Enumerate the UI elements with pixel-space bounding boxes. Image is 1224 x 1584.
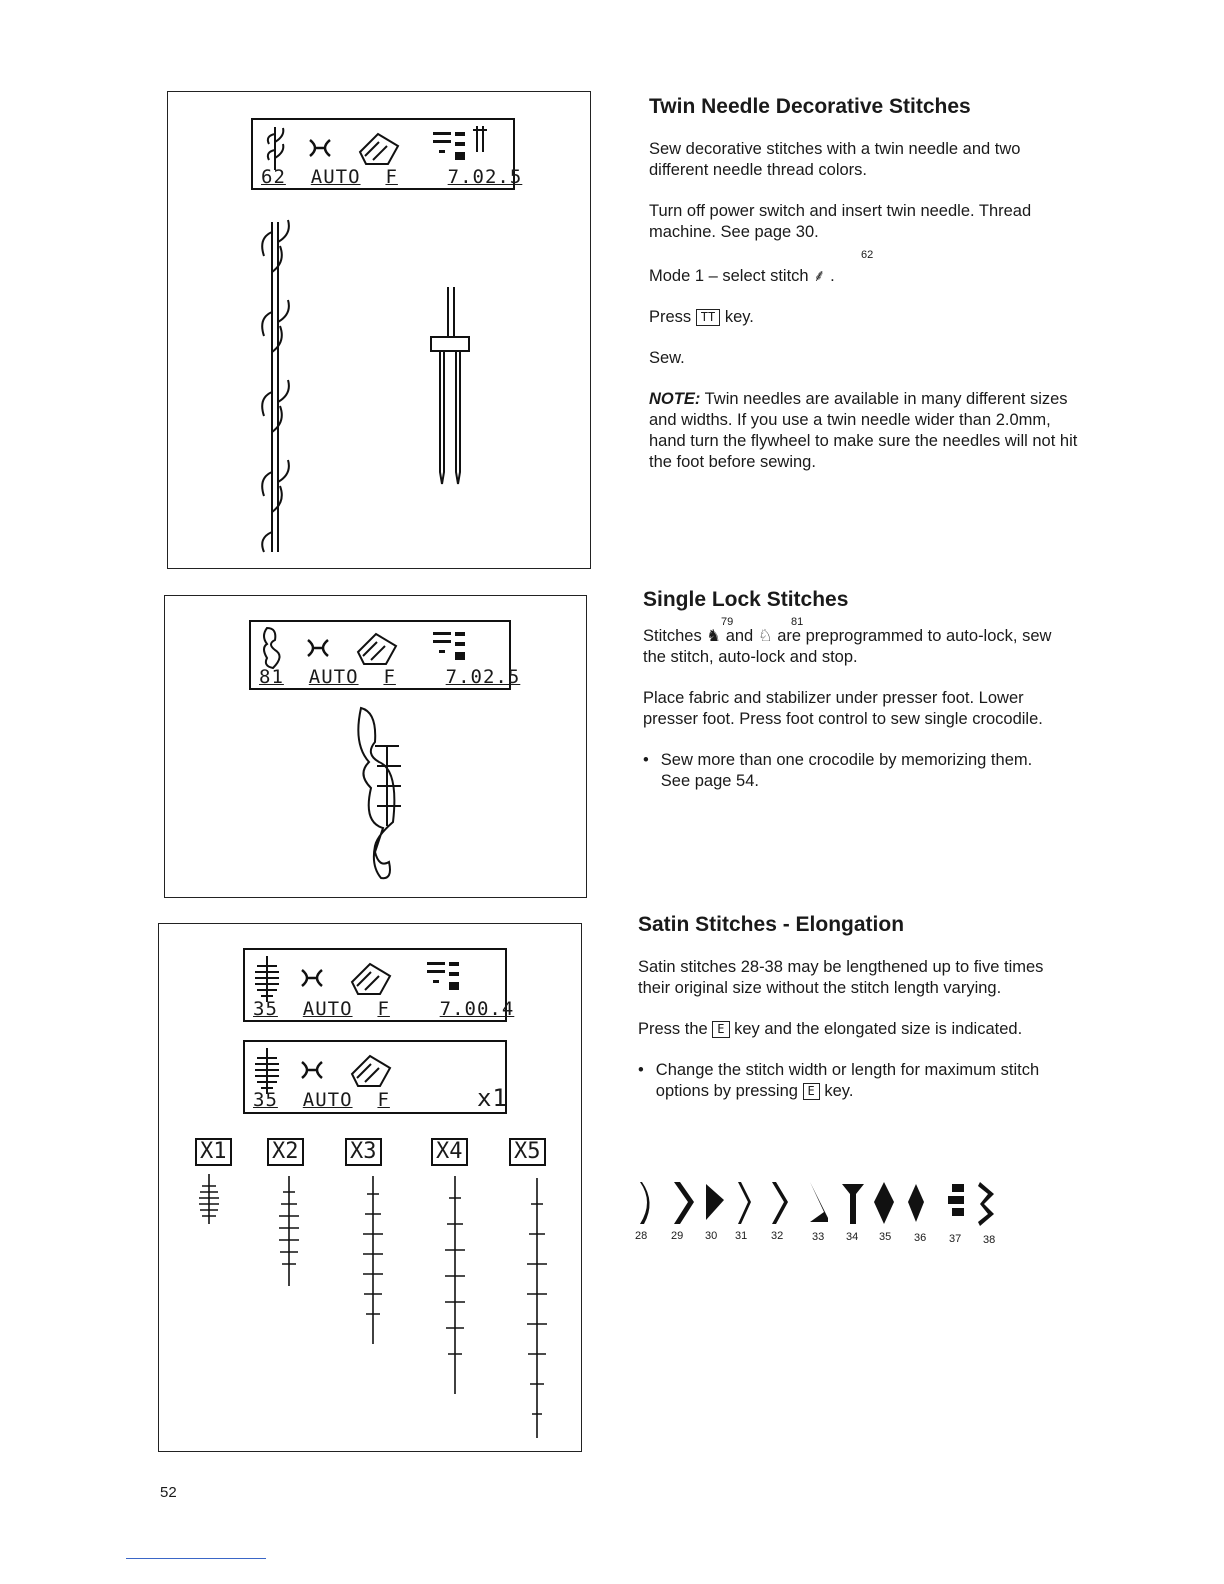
x2-key[interactable]: X2 xyxy=(267,1138,304,1166)
lcd-mode: AUTO xyxy=(308,666,359,688)
twin-needle-illustration xyxy=(168,92,592,570)
section-single-lock xyxy=(643,589,1063,792)
satin-stitch-row-icons xyxy=(634,1178,1014,1228)
text: and xyxy=(725,627,754,645)
section-satin-elongation xyxy=(638,914,1058,1102)
bullet-text: Change the stitch width or length for maximum stitch options by pressing xyxy=(655,1061,1040,1100)
text: Press the xyxy=(638,1020,708,1038)
x3-key[interactable]: X3 xyxy=(345,1138,382,1166)
satin-stitch-35-icon xyxy=(874,1182,894,1224)
paragraph xyxy=(638,1019,1058,1040)
x1-key[interactable]: X1 xyxy=(195,1138,232,1166)
illustration-panel-twin-needle xyxy=(167,91,591,569)
satin-sample-x1 xyxy=(199,1174,219,1224)
text: . xyxy=(830,267,835,285)
page-number: 52 xyxy=(160,1484,177,1501)
crocodile-stitch-79-icon: ♞ xyxy=(706,627,722,645)
stitch-number: 35 xyxy=(879,1231,892,1243)
lcd-stitch-number: 35 xyxy=(253,998,278,1020)
stitch-number: 33 xyxy=(812,1231,825,1243)
stitch-number: 30 xyxy=(705,1230,718,1242)
satin-stitch-31-icon xyxy=(738,1182,751,1224)
lcd-foot: F xyxy=(383,666,396,688)
stitch-number-79: 79 xyxy=(721,616,734,628)
text: key and the elongated size is indicated. xyxy=(734,1020,1023,1038)
crocodile-stitch-sample xyxy=(358,708,401,878)
x5-key[interactable]: X5 xyxy=(509,1138,546,1166)
elongated-satin-samples xyxy=(159,924,583,1453)
stitch-number-81: 81 xyxy=(791,616,804,628)
satin-stitch-37-icon xyxy=(948,1184,964,1216)
paragraph xyxy=(649,266,1079,287)
elongation-key-icon: E xyxy=(712,1021,729,1038)
bullet-text: Sew more than one crocodile by memorizing them. See page 54. xyxy=(660,751,1033,790)
text: Press xyxy=(649,308,692,326)
stitch-number-label: 62 xyxy=(861,249,874,261)
text: key. xyxy=(824,1082,854,1100)
note-text: Twin needles are available in many different sizes and widths. If you use a twin needle wider than 2.0mm, hand turn the flywheel to make sure the needles will not hit the foot before sewing. xyxy=(649,390,1078,471)
paragraph: Sew. xyxy=(649,349,685,367)
stitch-number: 31 xyxy=(735,1230,748,1242)
bullet-item xyxy=(643,750,1063,792)
note-label: NOTE: xyxy=(649,390,701,408)
paragraph: Satin stitches 28-38 may be lengthened up to five times their original size without the stitch length varying. xyxy=(638,958,1044,997)
lcd-mode: AUTO xyxy=(302,1089,353,1111)
stitch-number: 32 xyxy=(771,1230,784,1242)
lcd-settings: 7.00.4 xyxy=(439,998,515,1020)
satin-stitch-36-icon xyxy=(908,1184,924,1222)
stitch-number: 37 xyxy=(949,1233,962,1245)
footer-rule xyxy=(126,1558,266,1559)
section-title: Twin Needle Decorative Stitches xyxy=(649,95,971,118)
twin-needle-key-icon: TT xyxy=(696,309,720,326)
stitch-number: 36 xyxy=(914,1232,927,1244)
satin-stitch-34-icon xyxy=(842,1184,864,1224)
section-title: Single Lock Stitches xyxy=(643,588,849,611)
lcd-stitch-number: 62 xyxy=(261,166,286,188)
leaf-vine-stitch-sample xyxy=(262,220,289,552)
note-paragraph xyxy=(649,389,1079,473)
lcd-multiplier: x1 xyxy=(476,1084,508,1112)
section-title: Satin Stitches - Elongation xyxy=(638,913,905,936)
bullet-icon: • xyxy=(638,1061,644,1079)
crocodile-stitch-illustration xyxy=(165,596,588,899)
satin-sample-x4 xyxy=(445,1176,465,1394)
lcd-foot: F xyxy=(377,1089,390,1111)
illustration-panel-satin-elongation xyxy=(158,923,582,1452)
satin-stitch-32-icon xyxy=(772,1182,788,1224)
bullet-item xyxy=(638,1060,1058,1102)
lcd-settings: 7.02.5 xyxy=(445,666,521,688)
lcd-mode: AUTO xyxy=(310,166,361,188)
text: are preprogrammed to auto-lock, sew the stitch, auto-lock and stop. xyxy=(643,627,1052,666)
lcd-settings: 7.02.5 xyxy=(447,166,523,188)
paragraph xyxy=(649,307,1079,328)
crocodile-stitch-81-icon: ♘ xyxy=(757,627,773,645)
stitch-number: 34 xyxy=(846,1231,859,1243)
paragraph: Turn off power switch and insert twin needle. Thread machine. See page 30. xyxy=(649,202,1032,241)
stitch-number: 38 xyxy=(983,1234,996,1246)
illustration-panel-single-lock xyxy=(164,595,587,898)
lcd-foot: F xyxy=(385,166,398,188)
leaf-stitch-icon: ⸙ xyxy=(813,267,826,285)
text: key. xyxy=(724,308,754,326)
bullet-icon: • xyxy=(643,751,649,769)
elongation-key-icon: E xyxy=(803,1083,820,1100)
lcd-stitch-number: 35 xyxy=(253,1089,278,1111)
paragraph: Place fabric and stabilizer under presser foot. Lower presser foot. Press foot control to sew single crocodile. xyxy=(643,689,1043,728)
satin-stitch-29-icon xyxy=(674,1182,694,1224)
satin-sample-x3 xyxy=(363,1176,383,1344)
stitch-number-labels xyxy=(643,612,1063,626)
stitch-number: 28 xyxy=(635,1230,648,1242)
text: Stitches xyxy=(643,627,702,645)
paragraph xyxy=(643,626,1063,668)
satin-sample-x5 xyxy=(527,1178,547,1438)
lcd-foot: F xyxy=(377,998,390,1020)
satin-sample-x2 xyxy=(279,1176,299,1286)
satin-stitch-38-icon xyxy=(978,1182,994,1226)
text: Mode 1 – select stitch xyxy=(649,267,809,285)
satin-stitch-30-icon xyxy=(706,1184,724,1220)
stitch-number: 29 xyxy=(671,1230,684,1242)
section-twin-needle xyxy=(649,96,1079,493)
satin-stitch-33-icon xyxy=(810,1182,828,1222)
x4-key[interactable]: X4 xyxy=(431,1138,468,1166)
satin-stitch-28-icon xyxy=(640,1182,650,1224)
paragraph: Sew decorative stitches with a twin needle and two different needle thread colors. xyxy=(649,140,1021,179)
lcd-stitch-number: 81 xyxy=(259,666,284,688)
twin-needle-drawing xyxy=(431,287,469,484)
lcd-mode: AUTO xyxy=(302,998,353,1020)
